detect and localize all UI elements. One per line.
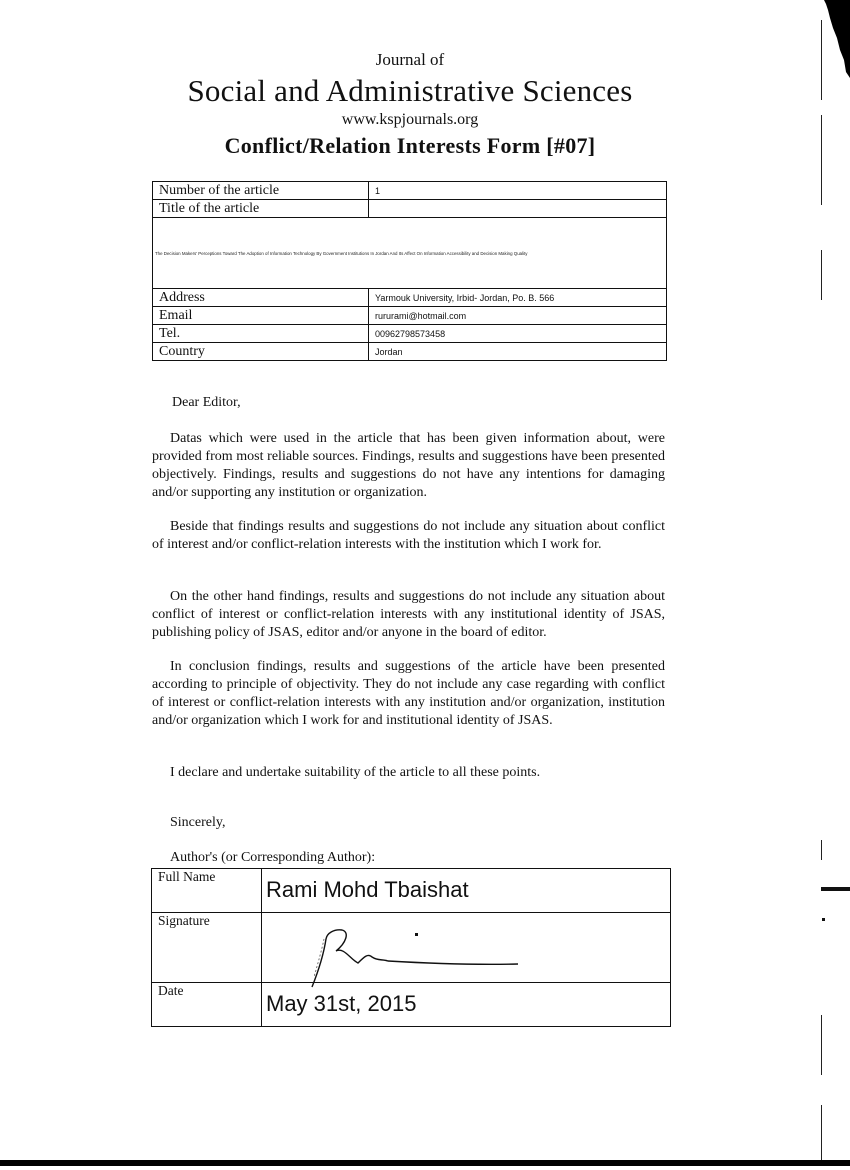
article-number-value: 1 <box>369 182 667 200</box>
article-title-value <box>369 200 667 218</box>
journal-of-label: Journal of <box>375 50 445 69</box>
table-row <box>153 289 667 307</box>
author-table <box>151 868 671 1027</box>
table-row <box>153 307 667 325</box>
signature-dot <box>415 933 418 936</box>
paragraph-text: On the other hand findings, results and suggestions do not include any situation about conflict of interest or conflict-relation interests with any institutional identity of JSAS, publishing policy of JSAS, editor and/or anyone in the board of editor. <box>152 589 665 640</box>
paragraph-text: Datas which were used in the article that has been given information about, were provided from most reliable sources. Findings, results and suggestions have been presented objectively. Findings, results and suggestions do not have any intentions for damaging and/or supporting any institution or organization. <box>152 431 665 500</box>
table-row <box>153 218 667 289</box>
table-row <box>152 869 671 913</box>
letter-paragraph <box>152 518 665 554</box>
article-title-label: Title of the article <box>153 200 369 218</box>
scan-bottom-edge <box>0 1160 850 1166</box>
tel-label: Tel. <box>153 325 369 343</box>
country-value: Jordan <box>369 343 667 361</box>
scan-mark <box>821 887 850 891</box>
country-label: Country <box>153 343 369 361</box>
email-value: rururami@hotmail.com <box>369 307 667 325</box>
scan-edge-line <box>821 115 822 205</box>
full-name-value: Rami Mohd Tbaishat <box>262 869 671 913</box>
article-title-text: The Decision Makers' Perceptions Toward The Adoption of Information Technology By Government Institutions In Jordan And Its Affect On Information Accessibility and Decision Making Quality <box>153 218 667 289</box>
paragraph-text: I declare and undertake suitability of the article to all these points. <box>170 765 541 780</box>
table-row <box>153 343 667 361</box>
full-name-label: Full Name <box>152 869 262 913</box>
scan-artifact-corner <box>824 0 850 80</box>
letter-paragraph <box>152 764 665 782</box>
scan-edge-line <box>821 840 822 860</box>
table-row <box>152 913 671 983</box>
scan-mark <box>822 918 825 921</box>
signature-cell <box>262 913 671 983</box>
address-label: Address <box>153 289 369 307</box>
salutation: Dear Editor, <box>172 395 241 410</box>
paragraph-text: In conclusion findings, results and suggestions of the article have been presented according to principle of objectivity. They do not include any case regarding with conflict of interest or conflict-relation interests with any institution and/or organization, institution and/or organization which I work for and institutional identity of JSAS. <box>152 659 665 728</box>
signature-image <box>302 917 532 989</box>
letter-paragraph <box>152 430 665 502</box>
letter-paragraph <box>152 588 665 642</box>
tel-value: 00962798573458 <box>369 325 667 343</box>
table-row <box>153 325 667 343</box>
address-value: Yarmouk University, Irbid- Jordan, Po. B. 566 <box>369 289 667 307</box>
form-title: Conflict/Relation Interests Form [#07] <box>224 133 596 158</box>
table-row <box>152 983 671 1027</box>
closing: Sincerely, <box>170 815 226 830</box>
scan-edge-line <box>821 1105 822 1160</box>
article-number-label: Number of the article <box>153 182 369 200</box>
letter-paragraph <box>152 658 665 730</box>
scan-edge-line <box>821 250 822 300</box>
article-info-table <box>152 181 667 361</box>
scan-edge-line <box>821 20 822 100</box>
date-label: Date <box>152 983 262 1027</box>
signature-stroke <box>312 930 518 987</box>
journal-name: Social and Administrative Sciences <box>187 73 633 108</box>
signature-label: Signature <box>152 913 262 983</box>
table-row <box>153 200 667 218</box>
journal-url: www.kspjournals.org <box>341 111 479 128</box>
author-section-label: Author's (or Corresponding Author): <box>170 850 376 865</box>
paragraph-text: Beside that findings results and suggestions do not include any situation about conflict of interest and/or conflict-relation interests with the institution which I work for. <box>152 519 665 552</box>
date-value: May 31st, 2015 <box>262 983 671 1027</box>
scan-shadow <box>824 0 850 78</box>
email-label: Email <box>153 307 369 325</box>
table-row <box>153 182 667 200</box>
scan-edge-line <box>821 1015 822 1075</box>
